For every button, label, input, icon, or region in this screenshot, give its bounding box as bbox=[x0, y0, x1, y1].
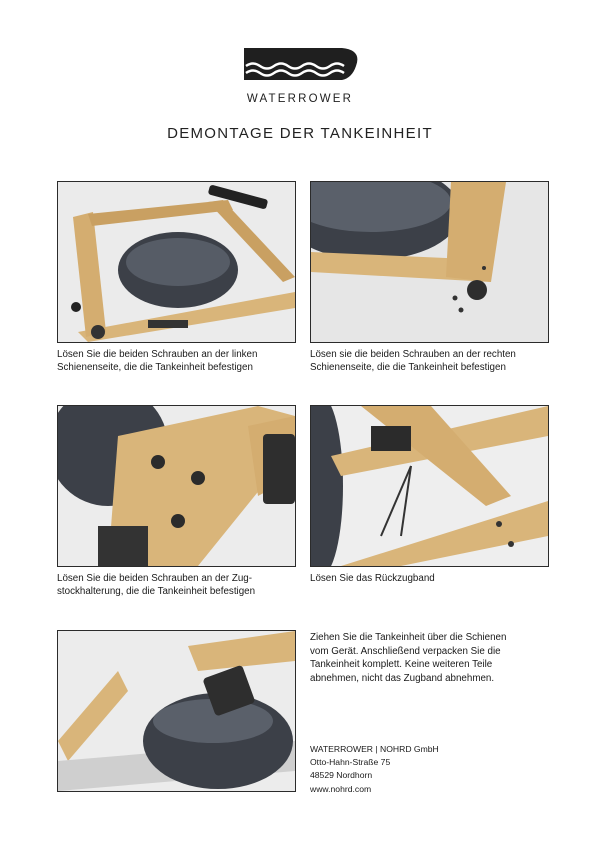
page-title: DEMONTAGE DER TANKEINHEIT bbox=[167, 125, 433, 142]
step-3-caption: Lösen Sie die beiden Schrauben an der Zug- stockhalterung, die die Tankeinheit befestigen bbox=[57, 573, 256, 597]
street-address: Otto-Hahn-Straße 75 bbox=[310, 757, 391, 768]
step-4-caption: Lösen Sie das Rückzugband bbox=[310, 573, 435, 584]
step-5-photo bbox=[57, 630, 296, 792]
city: 48529 Nordhorn bbox=[310, 770, 373, 781]
final-step-text: Ziehen Sie die Tankeinheit über die Schienen vom Gerät. Anschließend verpacken Sie die Tankeinheit komplett. Keine weiteren Teile abnehmen, nicht das Zugband abnehmen. bbox=[310, 632, 507, 684]
company-name: WATERROWER | NOHRD GmbH bbox=[310, 744, 439, 754]
brand-name: WATERROWER bbox=[246, 93, 354, 105]
step-2-caption: Lösen sie die beiden Schrauben an der rechten Schienenseite, die die Tankeinheit befestigen bbox=[310, 349, 516, 373]
step-1-caption: Lösen Sie die beiden Schrauben an der linken Schienenseite, die die Tankeinheit befestigen bbox=[57, 349, 258, 373]
step-1-photo bbox=[57, 181, 296, 343]
step-2-photo bbox=[310, 181, 549, 343]
step-4-photo bbox=[310, 405, 549, 567]
step-3-photo bbox=[57, 405, 296, 567]
contact-block bbox=[310, 743, 550, 796]
website-link[interactable]: www.nohrd.com bbox=[310, 783, 372, 794]
